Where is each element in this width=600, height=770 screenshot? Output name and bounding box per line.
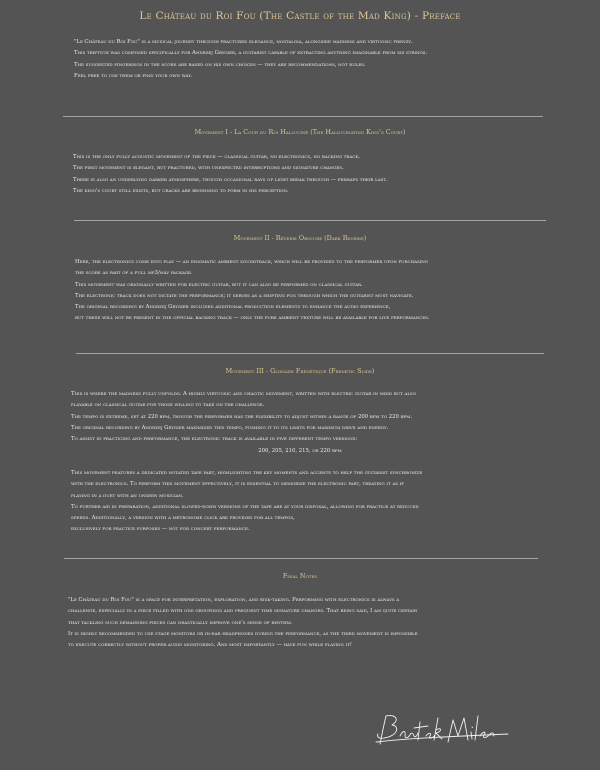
final-notes-line: to execute correctly without proper audio monitoring. And most importantly — have fun while playing it! <box>68 642 352 649</box>
movement-1-line: There is also an underlying darker atmosphere, though occasional rays of light break through — perhaps their last. <box>73 176 388 183</box>
movement-2-heading: Movement II - Rêverie Obscure (Dark Reverie) <box>233 234 367 242</box>
movement-2-line: This movement was originally written for electric guitar, but it can also be performed on classical guitar. <box>75 281 363 288</box>
divider <box>74 220 546 221</box>
movement-3-line: This movement features a dedicated notated tape part, highlighting the key moments and accents to help the guitarist synchronize <box>71 470 423 476</box>
final-notes-heading: Final Notes <box>282 572 318 580</box>
movement-3-line: playing in a duet with an unseen musician. <box>71 492 184 499</box>
movement-2-line: Here, the electronics come into play — an enigmatic ambient soundtrack, which will be provided to the performer upon purchasing <box>75 259 429 265</box>
movement-3-line: To further aid in preparation, additional slowed-down versions of the tape are at your disposal, allowing for practice at reduced <box>71 503 419 510</box>
movement-1-paragraph <box>73 152 388 197</box>
movement-3-paragraph <box>71 389 416 445</box>
final-notes-line: that tackling such demanding pieces can drastically improve one's sense of rhythm. <box>68 619 293 626</box>
divider <box>76 353 544 354</box>
movement-3-line: The tempo is extreme, set at 220 bpm, though the performer has the flexibility to adjust within a range of 200 bpm to 220 bpm. <box>71 413 413 420</box>
divider <box>63 116 543 117</box>
movement-1-line: The first movement is elegant, but fractured, with unexpected interruptions and signature changes. <box>73 165 344 172</box>
movement-3-line: The original recording by Andrzej Grygier maximized this tempo, pushing it to its limits for maximum drive and energy. <box>71 424 389 431</box>
movement-3-line: speeds. Additionally, a version with a metronome click are provided for all tempos, <box>71 515 295 522</box>
movement-3-line: with the electronics. To perform this movement effectively, it is essential to memorize the electronic part, treating it as if <box>71 481 405 488</box>
page-title: Le Château du Roi Fou (The Castle of the Mad King) - Preface <box>139 10 461 22</box>
signature-image <box>372 712 512 750</box>
preface-paragraph <box>74 37 427 82</box>
final-notes-line: "Le Château du Roi Fou" is a space for interpretation, exploration, and risk-taking. Performing with electronics is always a <box>68 597 400 603</box>
movement-3-line: playable on classical guitar for those willing to take on the challenge. <box>71 402 265 409</box>
movement-1-heading: Movement I - La Cour du Roi Halluciné (The Hallucinating King's Court) <box>194 128 406 136</box>
movement-3-paragraph-2 <box>71 468 422 536</box>
final-notes-paragraph <box>68 595 418 651</box>
movement-1-line: The king's court still exists, but cracks are beginning to form in his perception. <box>73 187 289 194</box>
final-notes-line: challenge, especially in a piece filled with odd groupings and frequent time signature changes. That being said, I am quite certain <box>68 608 418 615</box>
preface-line: "Le Château du Roi Fou" is a musical journey through fractured elegance, nostalgia, alongside madness and virtuosic frenzy. <box>74 39 413 45</box>
movement-2-line: The electronic track does not dictate the performance; it serves as a shifting fog through which the guitarist must navigate. <box>75 292 414 299</box>
movement-3-line: exclusively for practice purposes — not for concert performance. <box>71 526 250 533</box>
movement-3-heading: Movement III - Glissade Frénétique (Frenetic Slide) <box>225 367 375 375</box>
movement-2-paragraph <box>75 257 430 325</box>
movement-3-line: To assist in practicing and performance, the electronic track is available in five different tempo versions: <box>71 436 358 443</box>
divider <box>64 558 538 559</box>
movement-2-line: The original recording by Andrzej Grygier included additional production elements to enhance the audio experience, <box>75 304 391 311</box>
movement-2-line: but these will not be present in the official backing track — only the pure ambient texture will be available for live performances. <box>75 315 430 322</box>
movement-3-line: This is where the madness fully unfolds. A highly virtuosic and chaotic movement, written with electric guitar in mind but also <box>71 391 417 397</box>
preface-line: Feel free to use them or find your own way. <box>74 72 193 79</box>
final-notes-line: It is highly recommended to use stage monitors or in-ear headphones during the performance, as the third movement is impossible <box>68 630 418 637</box>
tempo-list: 200, 205, 210, 215, or 220 bpm <box>258 448 342 454</box>
movement-2-line: the score as part of a full mp3/wav package. <box>75 270 193 277</box>
preface-line: The suggested fingerings in the score are based on his own choices — they are recommendations, not rules. <box>74 61 366 68</box>
movement-1-line: This is the only fully acoustic movement of the piece — classical guitar, no electronics, no backing track. <box>73 154 361 160</box>
preface-line: This triptych was composed specifically for Andrzej Grygier, a guitarist capable of extracting anything imaginable from six strings. <box>74 50 428 57</box>
